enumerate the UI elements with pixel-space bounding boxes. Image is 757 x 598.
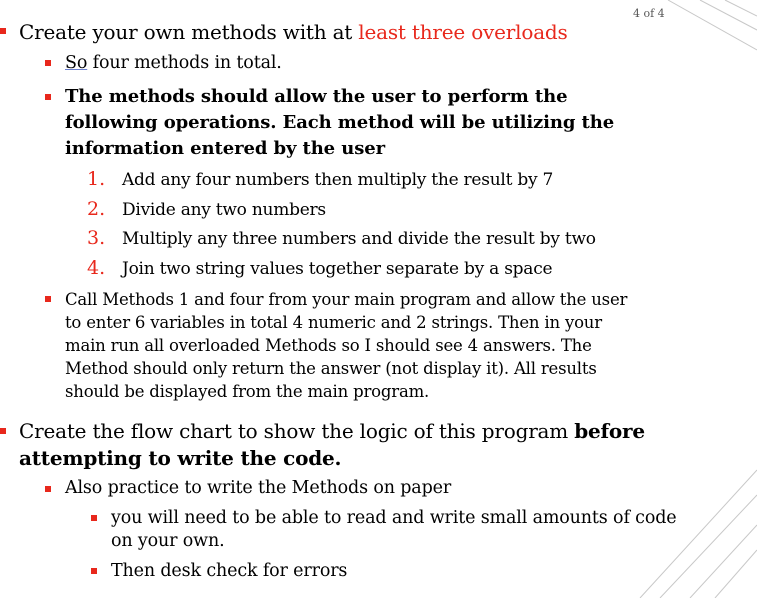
bullet-call-methods [65, 288, 627, 403]
bullet-line: to enter 6 variables in total 4 numeric and 2 strings. Then in your [65, 313, 602, 332]
bullet-create-methods [19, 19, 568, 46]
bullet-desk-check: Then desk check for errors [111, 561, 348, 581]
list-item: Add any four numbers then multiply the result by 7 [122, 170, 554, 190]
list-number: 2. [87, 198, 106, 220]
bullet-read-write [111, 507, 676, 553]
list-number: 1. [87, 168, 106, 190]
bullet-marker [45, 296, 51, 302]
bullet-line: should be displayed from the main program. [65, 382, 430, 401]
bullet-line: information entered by the user [65, 138, 385, 159]
bold-text: before [574, 419, 645, 443]
bullet-text: Create the flow chart to show the logic of this program [19, 419, 575, 443]
bullet-line: you will need to be able to read and write small amounts of code [111, 508, 677, 528]
list-item: Divide any two numbers [122, 200, 326, 220]
bullet-marker [0, 428, 6, 434]
highlight-text: least three overloads [358, 20, 568, 44]
bullet-four-methods [65, 52, 282, 75]
bold-text: attempting to write the code. [19, 446, 342, 470]
bullet-text: Create your own methods with at [19, 20, 359, 44]
bullet-line: following operations. Each method will be utilizing the [65, 112, 615, 133]
bullet-line: main run all overloaded Methods so I should see 4 answers. The [65, 336, 592, 355]
list-number: 4. [87, 257, 106, 279]
bullet-marker [45, 94, 51, 100]
list-number: 3. [87, 227, 106, 249]
bullet-text: four methods in total. [87, 53, 282, 73]
bullet-line: The methods should allow the user to perform the [65, 86, 568, 107]
bullet-line: Call Methods 1 and four from your main program and allow the user [65, 290, 628, 309]
bullet-line: on your own. [111, 531, 225, 551]
underlined-word: So [65, 53, 88, 73]
list-item: Join two string values together separate by a space [122, 259, 553, 279]
bullet-flow-chart [19, 418, 645, 472]
bullet-practice: Also practice to write the Methods on paper [65, 478, 452, 498]
list-item: Multiply any three numbers and divide the result by two [122, 229, 596, 249]
bullet-marker [45, 486, 51, 492]
bullet-line: Method should only return the answer (not display it). All results [65, 359, 597, 378]
bullet-operations [65, 84, 614, 162]
bullet-marker [45, 60, 51, 66]
bullet-marker [0, 28, 6, 34]
bullet-marker [91, 568, 97, 574]
bullet-marker [91, 515, 97, 521]
page-indicator: 4 of 4 [633, 7, 665, 20]
